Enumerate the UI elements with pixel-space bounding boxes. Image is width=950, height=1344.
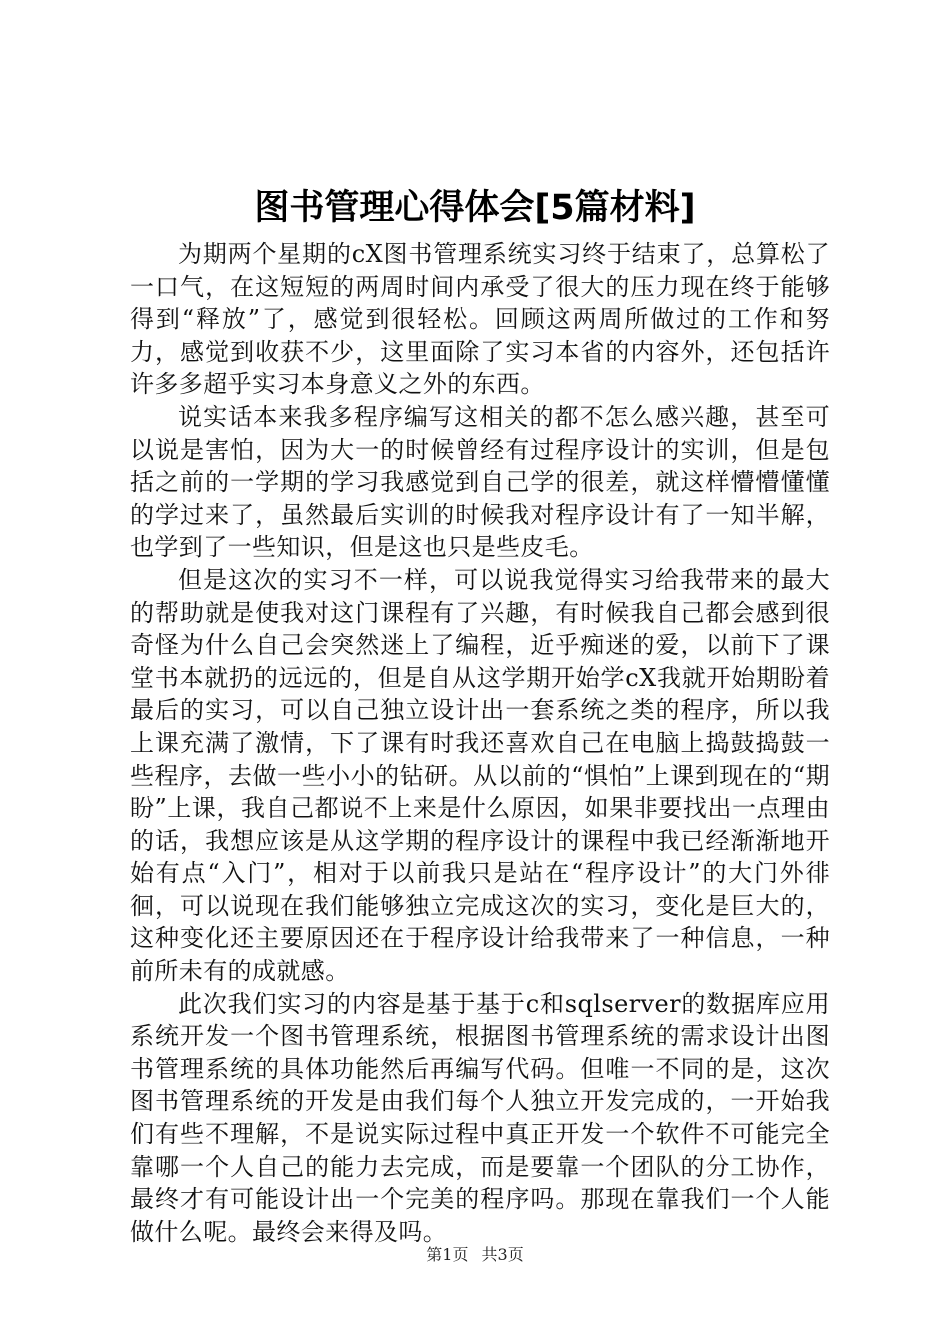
paragraph-2: 说实话本来我多程序编写这相关的都不怎么感兴趣，甚至可以说是害怕，因为大一的时候曾经有过程序设计的实训，但是包括之前的一学期的学习我感觉到自己学的很差，就这样懵懵懂懂的学过来了，虽然最后实训的时候我对程序设计有了一知半解，也学到了一些知识，但是这也只是些皮毛。: [130, 402, 830, 562]
page-total: 共3页: [481, 1245, 524, 1264]
document-body: [130, 238, 830, 1248]
paragraph-3: 但是这次的实习不一样，可以说我觉得实习给我带来的最大的帮助就是使我对这门课程有了兴趣，有时候我自己都会感到很奇怪为什么自己会突然迷上了编程，近乎痴迷的爱，以前下了课堂书本就扔的远远的，但是自从这学期开始学cX我就开始期盼着最后的实习，可以自己独立设计出一套系统之类的程序，所以我上课充满了激情，下了课有时我还喜欢自己在电脑上捣鼓捣鼓一些程序，去做一些小小的钻研。从以前的“惧怕”上课到现在的“期盼”上课，我自己都说不上来是什么原因，如果非要找出一点理由的话，我想应该是从这学期的程序设计的课程中我已经渐渐地开始有点“入门”，相对于以前我只是站在“程序设计”的大门外徘徊，可以说现在我们能够独立完成这次的实习，变化是巨大的，这种变化还主要原因还在于程序设计给我带来了一种信息，一种前所未有的成就感。: [130, 565, 830, 986]
page-number: 第1页: [426, 1245, 469, 1264]
page-footer: [0, 1244, 950, 1266]
paragraph-1: 为期两个星期的cX图书管理系统实习终于结束了，总算松了一口气，在这短短的两周时间内承受了很大的压力现在终于能够得到“释放”了，感觉到很轻松。回顾这两周所做过的工作和努力，感觉到收获不少，这里面除了实习本省的内容外，还包括许许多多超乎实习本身意义之外的东西。: [130, 240, 830, 399]
paragraph-4: 此次我们实习的内容是基于基于c和sqlserver的数据库应用系统开发一个图书管理系统，根据图书管理系统的需求设计出图书管理系统的具体功能然后再编写代码。但唯一不同的是，这次图书管理系统的开发是由我们每个人独立开发完成的，一开始我们有些不理解，不是说实际过程中真正开发一个软件不可能完全靠哪一个人自己的能力去完成，而是要靠一个团队的分工协作，最终才有可能设计出一个完美的程序吗。那现在靠我们一个人能做什么呢。最终会来得及吗。: [130, 989, 830, 1246]
document-title: 图书管理心得体会[5篇材料]: [254, 188, 696, 228]
